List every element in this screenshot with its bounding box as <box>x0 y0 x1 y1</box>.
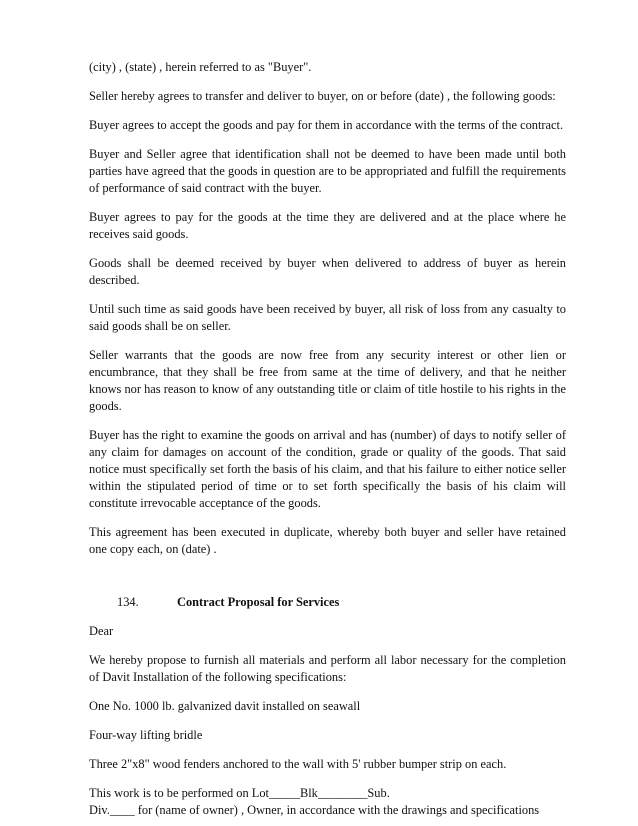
paragraph-risk-of-loss: Until such time as said goods have been received by buyer, all risk of loss from any casualty to said goods shall be on seller. <box>89 302 566 333</box>
section-number: 134. <box>117 595 139 609</box>
section-title: Contract Proposal for Services <box>177 595 340 609</box>
document-page <box>89 59 566 819</box>
paragraph-buyer-accepts: Buyer agrees to accept the goods and pay for them in accordance with the terms of the contract. <box>89 118 564 132</box>
paragraph-salutation: Dear <box>89 624 114 638</box>
paragraph-warranty: Seller warrants that the goods are now free from any security interest or other lien or encumbrance, that they shall be free from same at the time of delivery, and that he neither knows nor has reason to know of any outstanding title or claim of title hostile to his rights in the goods. <box>89 348 566 413</box>
paragraph-seller-agrees: Seller hereby agrees to transfer and deliver to buyer, on or before (date) , the following goods: <box>89 89 556 103</box>
paragraph-buyer-reference: (city) , (state) , herein referred to as "Buyer". <box>89 60 312 74</box>
paragraph-goods-received: Goods shall be deemed received by buyer when delivered to address of buyer as herein described. <box>89 256 566 287</box>
paragraph-proposal: We hereby propose to furnish all materials and perform all labor necessary for the completion of Davit Installation of the following specifications: <box>89 653 566 684</box>
paragraph-identification: Buyer and Seller agree that identification shall not be deemed to have been made until both parties have agreed that the goods in question are to be appropriated and fulfill the requirements of performance of said contract with the buyer. <box>89 147 566 195</box>
paragraph-spec-fenders: Three 2"x8" wood fenders anchored to the wall with 5' rubber bumper strip on each. <box>89 757 507 771</box>
section-heading <box>89 594 566 611</box>
paragraph-payment: Buyer agrees to pay for the goods at the time they are delivered and at the place where he receives said goods. <box>89 210 566 241</box>
paragraph-spec-bridle: Four-way lifting bridle <box>89 728 203 742</box>
section-spacer <box>89 570 566 594</box>
paragraph-work-location: This work is to be performed on Lot_____Blk________Sub. <box>89 786 390 800</box>
paragraph-spec-davit: One No. 1000 lb. galvanized davit installed on seawall <box>89 699 361 713</box>
paragraph-examination: Buyer has the right to examine the goods on arrival and has (number) of days to notify seller of any claim for damages on account of the condition, grade or quality of the goods. That said notice must specifically set forth the basis of his claim, and that his failure to either notice seller within the stipulated period of time or to set forth specifically the basis of his claim will constitute irrevocable acceptance of the goods. <box>89 428 566 510</box>
paragraph-execution: This agreement has been executed in duplicate, whereby both buyer and seller have retained one copy each, on (date) . <box>89 525 566 556</box>
paragraph-owner: Div.____ for (name of owner) , Owner, in accordance with the drawings and specifications <box>89 803 540 817</box>
